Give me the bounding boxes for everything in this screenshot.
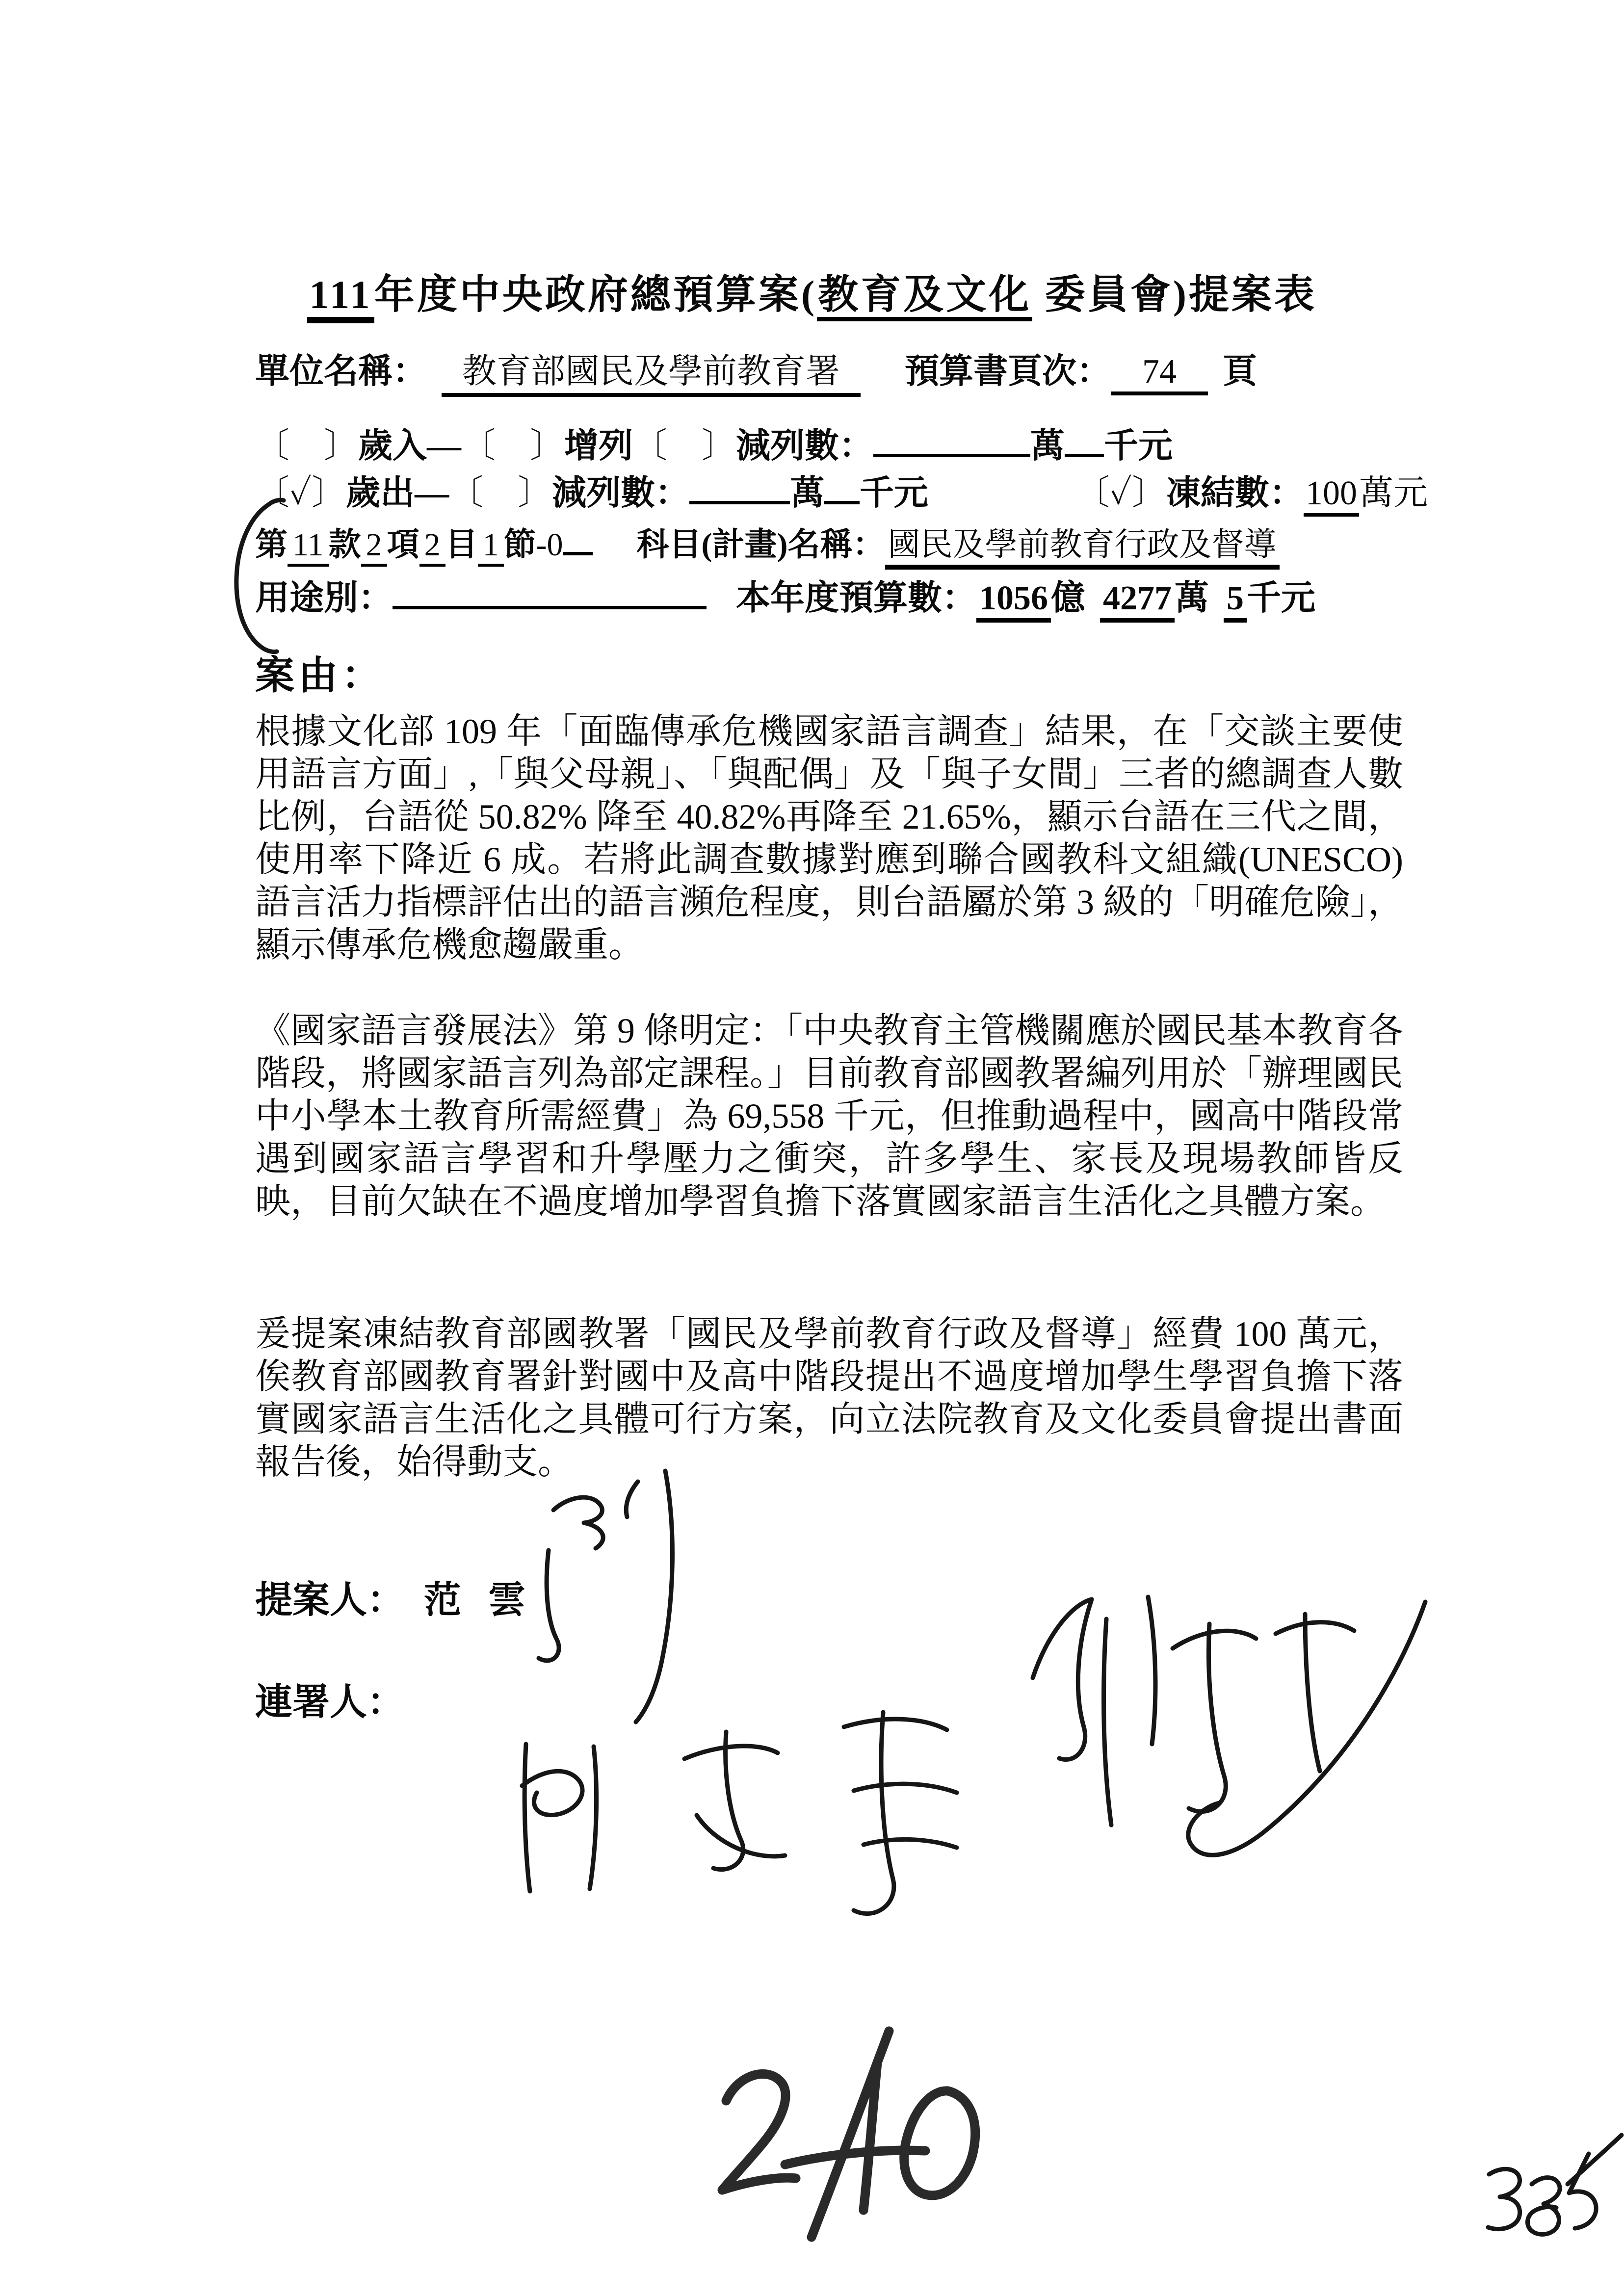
revenue-row [255, 418, 1428, 468]
item-mu-num: 2 [419, 526, 445, 567]
budget-amount-v2: 4277 [1100, 579, 1175, 623]
expense-qian-blank [824, 467, 859, 504]
proposer-row [255, 1570, 534, 1623]
revenue-amount-blank [873, 419, 1030, 457]
title-committee: 教育及文化 [817, 272, 1032, 321]
subject-label: 科目(計畫)名稱： [636, 527, 885, 563]
unit-name-value: 教育部國民及學前教育署 [442, 343, 861, 397]
item-kuan-num: 11 [288, 526, 329, 567]
revenue-qian-unit: 千元 [1104, 427, 1173, 465]
revenue-wan-unit: 萬 [1030, 427, 1065, 465]
usage-label: 用途別： [255, 579, 393, 617]
budget-page-unit: 頁 [1223, 353, 1257, 391]
expense-qian-unit: 千元 [859, 474, 928, 512]
cosigner-signature-2 [1033, 1597, 1425, 1855]
page-title [0, 262, 1624, 320]
freeze-unit: 萬元 [1359, 474, 1428, 512]
expense-row [255, 465, 1428, 517]
expense-wan-unit: 萬 [790, 474, 825, 512]
item-jie-suffix: -0 [536, 527, 563, 563]
revenue-dash: — [427, 427, 461, 465]
freeze-value: 100 [1304, 474, 1359, 517]
item-mu: 目 [445, 527, 478, 563]
usage-row [255, 570, 1428, 623]
subject-value: 國民及學前教育行政及督導 [885, 518, 1280, 570]
expense-checkbox-checked: 〔✓〕 [255, 474, 346, 512]
cosigner-signature-1 [522, 1712, 957, 1914]
cosigner-label: 連署人： [255, 1682, 404, 1723]
expense-label: 歲出 [346, 474, 415, 512]
title-mid: 年度中央政府總預算案( [374, 272, 817, 317]
usage-blank [393, 572, 707, 609]
expense-dash: — [415, 474, 449, 512]
item-di: 第 [255, 527, 288, 563]
budget-item-row [255, 518, 1428, 570]
budget-amount-v3: 5 [1224, 579, 1247, 623]
title-year: 111 [307, 272, 374, 323]
item-jie-blank [563, 520, 593, 555]
reason-paragraph-3: 爰提案凍結教育部國教署「國民及學前教育行政及督導」經費 100 萬元，俟教育部國教育署針對國中及高中階段提出不過度增加學生學習負擔下落實國家語言生活化之具體可行方案，向立法院教育及文化委員會提出書面報告後，始得動支。 [255, 1314, 1403, 1482]
proposer-label: 提案人： [255, 1580, 404, 1621]
reason-paragraph-2: 《國家語言發展法》第 9 條明定：「中央教育主管機關應於國民基本教育各階段，將國家語言列為部定課程。」目前教育部國教署編列用於「辦理國民中小學本土教育所需經費」為 69,558 千元，但推動過程中，國高中階段常遇到國家語言學習和升學壓力之衝突，許多學生、家長及現場教師皆反映，目前欠缺在不過度增加學習負擔下落實國家語言生活化之具體方案。 [255, 1011, 1404, 1221]
item-xiang: 項 [387, 527, 419, 563]
title-tail: 委員會)提案表 [1032, 272, 1317, 317]
decrease-label: 減列數： [736, 427, 873, 465]
budget-page-label: 預算書頁次： [905, 353, 1111, 391]
proposer-name: 范 雲 [424, 1580, 534, 1621]
budget-amount-u3: 千元 [1247, 579, 1315, 617]
budget-page-value: 74 [1111, 352, 1208, 395]
revenue-checkbox: 〔 〕 [255, 427, 358, 465]
expense-decrease-checkbox: 〔 〕 [449, 474, 552, 512]
unit-name-row [255, 343, 1428, 397]
unit-name-label: 單位名稱： [255, 353, 427, 391]
item-kuan: 款 [328, 527, 361, 563]
increase-label: 增列 [564, 427, 633, 465]
revenue-label: 歲入 [358, 427, 427, 465]
reason-paragraph-1: 根據文化部 109 年「面臨傳承危機國家語言調查」結果，在「交談主要使用語言方面」,「與父母親」、「與配偶」及「與子女間」三者的總調查人數比例，台語從 50.82% 降至 40.82%再降至 21.65%，顯示台語在三代之間，使用率下降近 6 成。若將此調查數據對應到聯合國教科文組織(UNESCO) 語言活力指標評估出的語言瀕危程度，則台語屬於第 3 級的「明確危險」，顯示傳承危機愈趨嚴重。 [255, 712, 1404, 965]
budget-amount-v1: 1056 [976, 579, 1051, 623]
item-jie: 節 [503, 527, 536, 563]
expense-decrease-label: 減列數： [552, 474, 690, 512]
budget-amount-label: 本年度預算數： [736, 579, 976, 617]
decrease-checkbox: 〔 〕 [633, 427, 736, 465]
freeze-label: 凍結數： [1166, 474, 1304, 512]
budget-amount-u1: 億 [1051, 579, 1085, 617]
budget-amount-u2: 萬 [1175, 579, 1209, 617]
expense-amount-blank [689, 467, 790, 504]
item-jie-num: 1 [478, 526, 504, 567]
increase-checkbox: 〔 〕 [461, 427, 564, 465]
item-xiang-num: 2 [361, 526, 387, 567]
proposer-signature [539, 1471, 672, 1722]
reason-heading: 案由： [255, 654, 385, 698]
cosigner-row [255, 1672, 404, 1725]
revenue-qian-blank [1065, 419, 1104, 457]
freeze-checkbox-checked: 〔✓〕 [1075, 474, 1166, 512]
